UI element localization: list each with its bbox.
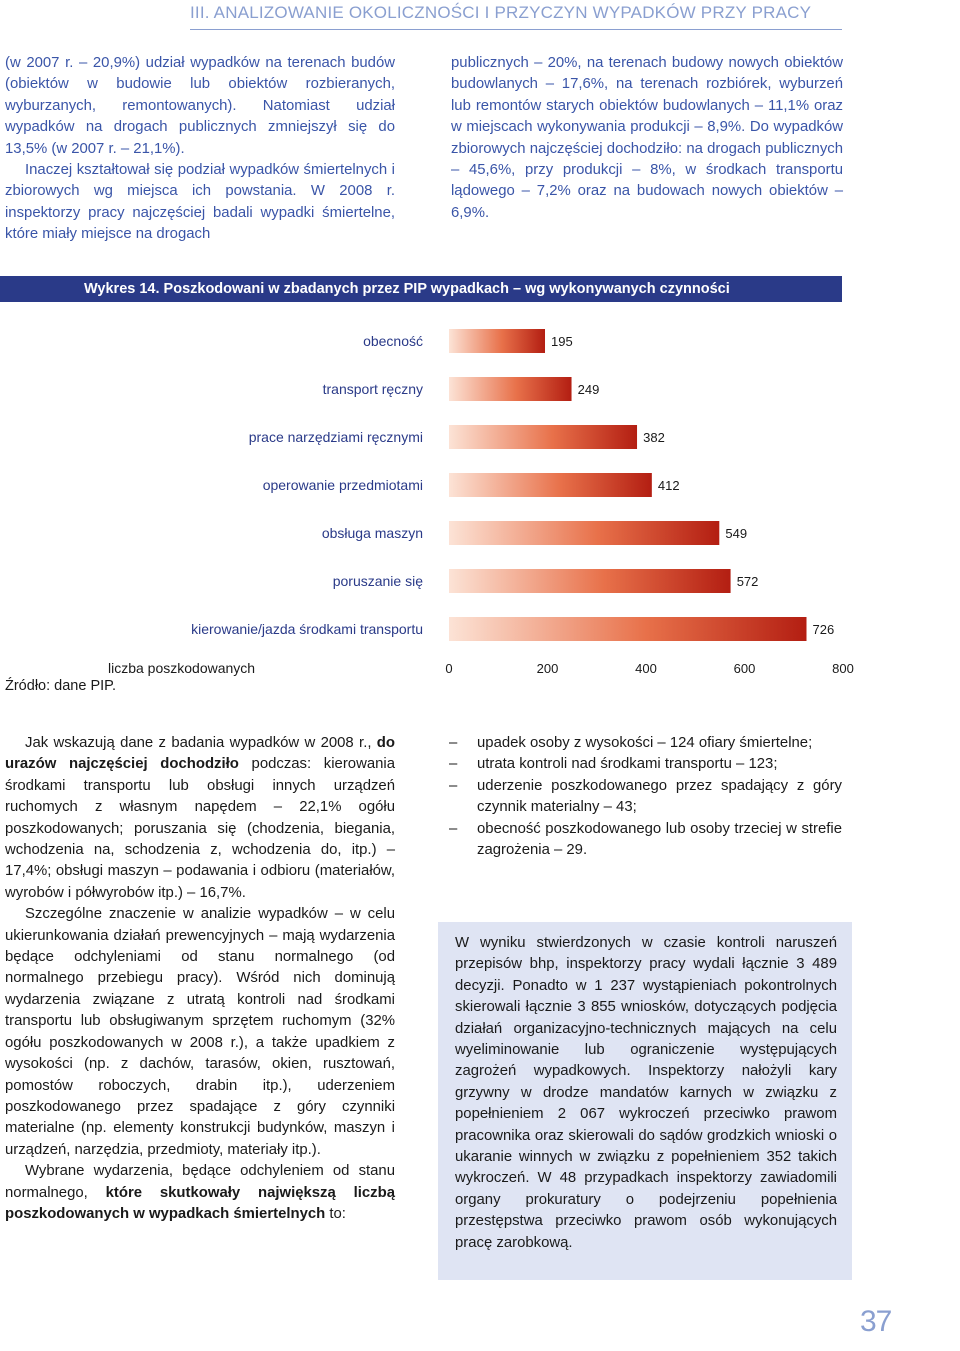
list-item <box>449 754 842 775</box>
value-label: 249 <box>577 382 600 397</box>
x-tick-label: 200 <box>536 661 559 676</box>
category-label: transport ręczny <box>322 381 423 397</box>
x-tick-label: 600 <box>733 661 756 676</box>
list-item <box>449 776 842 819</box>
value-label: 572 <box>736 574 759 589</box>
bar <box>449 377 572 401</box>
value-label: 195 <box>551 334 573 349</box>
bar <box>449 329 545 353</box>
value-label: 412 <box>657 478 680 493</box>
x-axis-label: liczba poszkodowanych <box>108 660 256 676</box>
category-label: operowanie przedmiotami <box>262 477 423 493</box>
category-label: obecność <box>363 333 423 349</box>
list-item-text: upadek osoby z wysokości – 124 ofiary śmiertelne; <box>477 735 813 751</box>
list-item-text: obecność poszkodowanego lub osoby trzeciej w strefie zagrożenia – 29. <box>477 820 842 859</box>
category-label: kierowanie/jazda środkami transportu <box>191 621 423 637</box>
value-label: 726 <box>812 622 835 637</box>
bar <box>449 569 731 593</box>
x-tick-label: 400 <box>635 661 657 676</box>
paragraph <box>5 733 395 904</box>
paragraph: Inaczej kształtował się podział wypadków śmiertelnych i zbiorowych wg miejsca ich powstania. W 2008 r. inspektorzy pracy najczęściej badali wypadki śmiertelne, które miały miejsce na drogach <box>5 162 395 243</box>
bottom-left-column <box>5 733 395 1225</box>
chart-title: Wykres 14. Poszkodowani w zbadanych przez PIP wypadkach – wg wykonywanych czynności <box>0 276 842 302</box>
text-run: Wybrane wydarzenia, będące odchyleniem od stanu normalnego, <box>5 1163 395 1201</box>
running-head: III. ANALIZOWANIE OKOLICZNOŚCI I PRZYCZYN WYPADKÓW PRZY PRACY <box>190 3 812 22</box>
dash-bullet: – <box>449 756 458 773</box>
paragraph: publicznych – 20%, na terenach budowy nowych obiektów budowlanych – 17,6%, na terenach rozbiórek, wyburzeń lub remontów starych obiektów budowlanych – 11,1% oraz w miejscach wykonywania produkcji – 8,9%. Do wypadków zbiorowych najczęściej dochodziło: na drogach publicznych – 45,6%, przy produkcji – 8%, w środkach transportu lądowego – 7,2% oraz na budowach nowych obiektów – 6,9%. <box>451 55 843 221</box>
bullet-list <box>449 733 842 861</box>
value-label: 382 <box>643 430 665 445</box>
bar <box>449 617 807 641</box>
dash-bullet: – <box>449 735 458 751</box>
category-label: poruszanie się <box>332 573 423 589</box>
highlight-box-text: W wyniku stwierdzonych w czasie kontroli naruszeń przepisów bhp, inspektorzy pracy wydali łącznie 3 489 decyzji. Ponadto w 1 237 wystąpieniach pokontrolnych skierowali łącznie 3 855 wniosków, dotyczących podjęcia działań organizacyjno-technicznych mających na celu wyeliminowanie lub ograniczenie występujących zagrożeń wypadkowych. Inspektorzy nałożyli kary grzywny w drodze mandatów karnych w związku z popełnieniem 2 067 wykroczeń przeciwko prawom pracownika oraz skierowali do sądów grodzkich wnioski o ukaranie winnych w związku z popełnieniem 352 takich wykroczeń. W 48 przypadkach inspektorzy zawiadomili organy prokuratury o podejrzeniu popełnienia przestępstwa przeciwko prawom osób wykonujących pracę zarobkową. <box>455 935 837 1251</box>
list-item-text: utrata kontroli nad środkami transportu – 123; <box>477 756 778 773</box>
bar <box>449 473 652 497</box>
header-rule <box>190 29 842 30</box>
dash-bullet: – <box>449 820 458 837</box>
text-run: to: <box>325 1205 346 1222</box>
text-run: Jak wskazują dane z badania wypadków w 2008 r., <box>25 735 377 751</box>
bar <box>449 521 719 545</box>
bar-chart <box>0 305 860 697</box>
bar <box>449 425 637 449</box>
source-note: Źródło: dane PIP. <box>5 678 116 694</box>
top-right-column <box>451 53 843 224</box>
dash-bullet: – <box>449 777 458 794</box>
page-number: 37 <box>860 1305 892 1338</box>
paragraph: (w 2007 r. – 20,9%) udział wypadków na terenach budów (obiektów w budowie lub obiektów rozbieranych, wyburzanych, remontowanych). Natomiast udział wypadków na drogach publicznych zmniejszył się do 13,5% (w 2007 r. – 21,1%). <box>5 55 395 157</box>
bold-run: do urazów najczęściej dochodziło <box>5 735 395 773</box>
value-label: 549 <box>725 526 748 541</box>
list-item <box>449 733 842 754</box>
paragraph <box>5 1161 395 1225</box>
top-left-column <box>5 53 395 246</box>
category-label: prace narzędziami ręcznymi <box>248 429 423 445</box>
category-label: obsługa maszyn <box>321 525 423 541</box>
x-tick-label: 0 <box>445 661 453 676</box>
x-tick-label: 800 <box>832 661 854 676</box>
bold-run: które skutkowały największą liczbą poszkodowanych w wypadkach śmiertelnych <box>5 1184 395 1222</box>
text-run: podczas: kierowania środkami transportu lub obsługi innych urządzeń ruchomych z własnym napędem – 22,1% ogółu poszkodowanych; poruszania się (chodzenia, biegania, wchodzenia na, schodzenia z, wchodzenia do, itp.) – 17,4%; obsługi maszyn – podawania i odbioru (materiałów, wyrobów i półwyrobów itp.) – 16,7%. <box>5 756 395 901</box>
list-item-text: uderzenie poszkodowanego przez spadający z góry czynnik materialny – 43; <box>477 777 842 816</box>
paragraph: Szczególne znaczenie w analizie wypadków – w celu ukierunkowania działań prewencyjnych – mają wydarzenia będące odchyleniami od stanu normalnego (od normalnego przebiegu pracy). Wśród nich dominują wydarzenia związane z utratą kontroli nad środkami transportu lub obsługiwanym sprzętem ruchomym (32% ogółu poszkodowanych w 2008 r.), a także upadkiem z wysokości (np. z dachów, tarasów, okien, rusztowań, pomostów roboczych, drabin itp.), uderzeniem poszkodowanego przez spadające z góry czynniki materialne (np. elementy konstrukcji budynków, maszyn i urządzeń, narzędzia, przedmioty, materiały itp.). <box>5 906 395 1158</box>
list-item <box>449 819 842 862</box>
